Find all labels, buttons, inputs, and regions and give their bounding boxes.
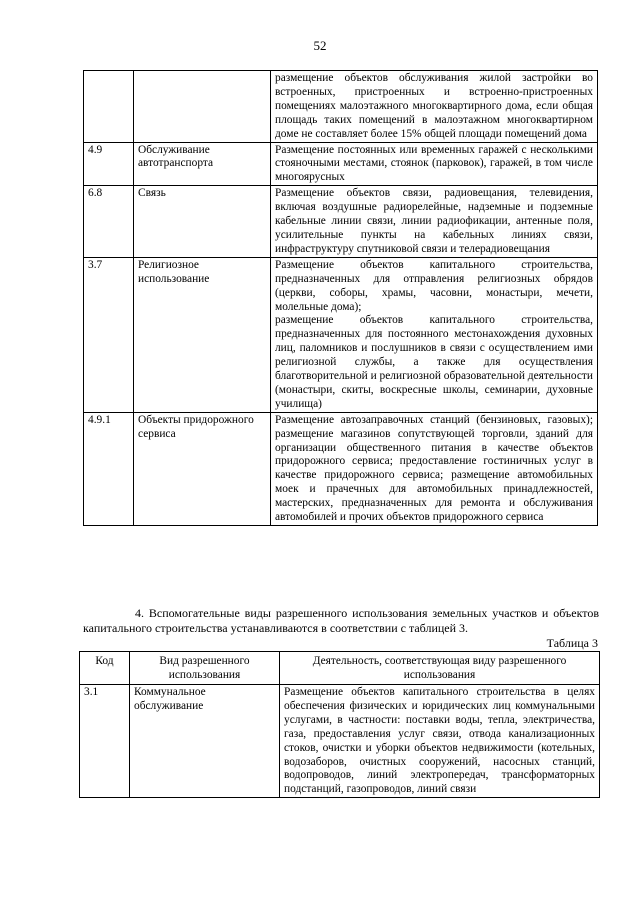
table-row bbox=[84, 186, 598, 258]
permitted-use-table-continued bbox=[83, 70, 598, 526]
table-row bbox=[84, 412, 598, 525]
code-cell: 4.9 bbox=[84, 142, 134, 186]
code-cell: 3.7 bbox=[84, 257, 134, 412]
column-header-use-name: Вид разрешенного использования bbox=[130, 652, 280, 685]
description-text: размещение объектов обслуживания жилой застройки во встроенных, пристроенных и встроенно-пристроенных помещениях малоэтажного многоквартирного дома, если общая площадь таких помещений в малоэтажном многоквартирном доме не составляет более 15% общей площади помещений дома bbox=[275, 72, 593, 140]
use-name-cell: Обслуживание автотранспорта bbox=[134, 142, 271, 186]
table-row bbox=[84, 257, 598, 412]
code-cell bbox=[84, 71, 134, 143]
column-header-code: Код bbox=[80, 652, 130, 685]
activity-description-cell: Размещение объектов капитального строительства в целях обеспечения физических и юридических лиц коммунальными услугами, в частности: поставки воды, тепла, электричества, газа, предоставления услуг связи, отвода канализационных стоков, очистки и уборки объектов недвижимости (котельных, водозаборов, очистных сооружений, насосных станций, водопроводов, линий электропередач, трансформаторных подстанций, газопроводов, линий связи bbox=[280, 685, 600, 798]
activity-description-cell bbox=[271, 412, 598, 525]
activity-description-cell bbox=[271, 71, 598, 143]
description-text: размещение объектов капитального строительства, предназначенных для постоянного местонахождения духовных лиц, паломников и послушников в связи с осуществлением ими религиозной службы, а также для осуществления благотворительной и религиозной образовательной деятельности (монастыри, скиты, воскресные школы, семинарии, духовные училища) bbox=[275, 314, 593, 410]
activity-description-cell bbox=[271, 257, 598, 412]
page-number: 52 bbox=[313, 38, 327, 53]
use-name-cell: Объекты придорожного сервиса bbox=[134, 412, 271, 525]
code-cell: 4.9.1 bbox=[84, 412, 134, 525]
description-text: Размещение автозаправочных станций (бензиновых, газовых); размещение магазинов сопутствующей торговли, зданий для организации общественного питания в качестве объектов придорожного сервиса; предоставление гостиничных услуг в качестве придорожного сервиса; размещение автомобильных моек и прачечных для автомобильных принадлежностей, мастерских, предназначенных для ремонта и обслуживания автомобилей и прочих объектов придорожного сервиса bbox=[275, 413, 593, 524]
table-header-row bbox=[80, 652, 600, 685]
description-text: Размещение объектов капитального строительства, предназначенных для отправления религиозных обрядов (церкви, соборы, храмы, часовни, монастыри, мечети, молельные дома); bbox=[275, 258, 593, 313]
description-text: Размещение объектов связи, радиовещания, телевидения, включая воздушные радиорелейные, надземные и подземные кабельные линии связи, линии радиофикации, антенные поля, усилительные пункты на кабельных линиях связи, инфраструктуру спутниковой связи и телерадиовещания bbox=[275, 187, 593, 255]
description-text: Размещение постоянных или временных гаражей с несколькими стояночными местами, стоянок (парковок), гаражей, в том числе многоярусных bbox=[275, 143, 593, 184]
activity-description-cell bbox=[271, 186, 598, 258]
table-row bbox=[84, 142, 598, 186]
use-name-cell: Коммунальное обслуживание bbox=[130, 685, 280, 798]
auxiliary-use-table bbox=[79, 651, 600, 798]
use-name-cell: Религиозное использование bbox=[134, 257, 271, 412]
auxiliary-uses-paragraph: 4. Вспомогательные виды разрешенного использования земельных участков и объектов капитального строительства устанавливаются в соответствии с таблицей 3. bbox=[83, 606, 599, 635]
code-cell: 6.8 bbox=[84, 186, 134, 258]
table-row bbox=[84, 71, 598, 143]
use-name-cell: Связь bbox=[134, 186, 271, 258]
activity-description-cell bbox=[271, 142, 598, 186]
table-caption: Таблица 3 bbox=[546, 636, 598, 650]
column-header-activity: Деятельность, соответствующая виду разрешенного использования bbox=[280, 652, 600, 685]
use-name-cell bbox=[134, 71, 271, 143]
table-row bbox=[80, 685, 600, 798]
code-cell: 3.1 bbox=[80, 685, 130, 798]
